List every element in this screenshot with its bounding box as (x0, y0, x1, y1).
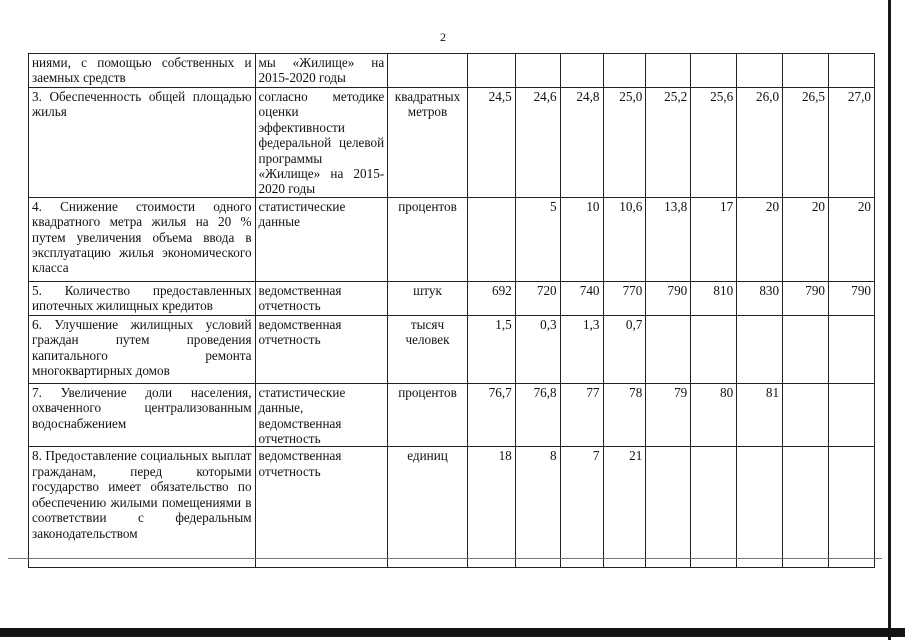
table-row (29, 281, 875, 315)
value-cell: 740 (560, 281, 603, 315)
indicator-cell: 4. Снижение стоимости одного квадратного метра жилья на 20 % путем увеличения объема ввода в эксплуатацию жилья экономического класса (29, 197, 256, 281)
table-row (29, 447, 875, 568)
value-cell (829, 447, 875, 568)
unit-cell (388, 54, 468, 88)
scan-right-edge (888, 0, 891, 640)
indicator-cell: 5. Количество предоставленных ипотечных жилищных кредитов (29, 281, 256, 315)
source-cell: ведомственная отчетность (255, 281, 388, 315)
page-number: 2 (440, 30, 446, 44)
value-cell (737, 447, 783, 568)
value-cell (603, 54, 646, 88)
value-cell: 78 (603, 383, 646, 447)
value-cell (646, 315, 691, 383)
scan-bottom-edge (0, 628, 905, 637)
unit-cell: квадратных метров (388, 88, 468, 198)
indicator-cell: 3. Обеспеченность общей площадью жилья (29, 88, 256, 198)
value-cell: 24,6 (515, 88, 560, 198)
value-cell: 21 (603, 447, 646, 568)
value-cell: 1,5 (467, 315, 515, 383)
value-cell: 7 (560, 447, 603, 568)
value-cell: 692 (467, 281, 515, 315)
value-cell: 20 (737, 197, 783, 281)
value-cell (646, 54, 691, 88)
table-row (29, 383, 875, 447)
value-cell: 790 (829, 281, 875, 315)
value-cell: 20 (829, 197, 875, 281)
value-cell: 25,6 (691, 88, 737, 198)
source-cell: статистические данные, ведомственная отчетность (255, 383, 388, 447)
value-cell: 80 (691, 383, 737, 447)
indicator-cell: ниями, с помощью собственных и заемных средств (29, 54, 256, 88)
value-cell (829, 383, 875, 447)
unit-cell: процентов (388, 383, 468, 447)
source-cell: согласно методике оценки эффективности федеральной целевой программы «Жилище» на 2015-2020 годы (255, 88, 388, 198)
value-cell: 26,5 (783, 88, 829, 198)
source-cell: статистические данные (255, 197, 388, 281)
value-cell (691, 315, 737, 383)
source-cell: ведомственная отчетность (255, 315, 388, 383)
value-cell: 5 (515, 197, 560, 281)
value-cell: 830 (737, 281, 783, 315)
value-cell: 24,5 (467, 88, 515, 198)
value-cell (829, 54, 875, 88)
value-cell (829, 315, 875, 383)
value-cell (737, 54, 783, 88)
value-cell: 27,0 (829, 88, 875, 198)
value-cell: 77 (560, 383, 603, 447)
value-cell: 20 (783, 197, 829, 281)
value-cell (467, 54, 515, 88)
value-cell: 18 (467, 447, 515, 568)
value-cell: 26,0 (737, 88, 783, 198)
value-cell: 25,2 (646, 88, 691, 198)
value-cell: 17 (691, 197, 737, 281)
indicator-cell: 7. Увеличение доли населения, охваченного централизованным водоснабжением (29, 383, 256, 447)
table-row (29, 88, 875, 198)
table-row (29, 54, 875, 88)
value-cell (691, 54, 737, 88)
value-cell: 10 (560, 197, 603, 281)
value-cell: 24,8 (560, 88, 603, 198)
value-cell: 770 (603, 281, 646, 315)
value-cell (515, 54, 560, 88)
source-cell: ведомственная отчетность (255, 447, 388, 568)
unit-cell: процентов (388, 197, 468, 281)
value-cell: 76,7 (467, 383, 515, 447)
value-cell (691, 447, 737, 568)
value-cell: 10,6 (603, 197, 646, 281)
unit-cell: штук (388, 281, 468, 315)
indicator-cell: 6. Улучшение жилищных условий граждан путем проведения капитального ремонта многоквартирных домов (29, 315, 256, 383)
value-cell: 81 (737, 383, 783, 447)
value-cell: 79 (646, 383, 691, 447)
value-cell (560, 54, 603, 88)
value-cell: 13,8 (646, 197, 691, 281)
value-cell: 1,3 (560, 315, 603, 383)
unit-cell: единиц (388, 447, 468, 568)
value-cell: 790 (783, 281, 829, 315)
source-cell: мы «Жилище» на 2015-2020 годы (255, 54, 388, 88)
scan-divider-line (8, 558, 882, 559)
unit-cell: тысяч человек (388, 315, 468, 383)
indicator-cell: 8. Предоставление социальных выплат гражданам, перед которыми государство имеет обязательство по обеспечению жилыми помещениями в соответствии с федеральным законодательством (29, 447, 256, 568)
value-cell: 76,8 (515, 383, 560, 447)
value-cell (467, 197, 515, 281)
value-cell (783, 315, 829, 383)
value-cell: 25,0 (603, 88, 646, 198)
value-cell: 0,7 (603, 315, 646, 383)
value-cell: 790 (646, 281, 691, 315)
value-cell (646, 447, 691, 568)
value-cell: 720 (515, 281, 560, 315)
indicators-table (28, 53, 875, 568)
value-cell (783, 383, 829, 447)
table-row (29, 197, 875, 281)
value-cell: 810 (691, 281, 737, 315)
table-row (29, 315, 875, 383)
value-cell: 0,3 (515, 315, 560, 383)
value-cell (737, 315, 783, 383)
value-cell (783, 447, 829, 568)
value-cell: 8 (515, 447, 560, 568)
value-cell (783, 54, 829, 88)
